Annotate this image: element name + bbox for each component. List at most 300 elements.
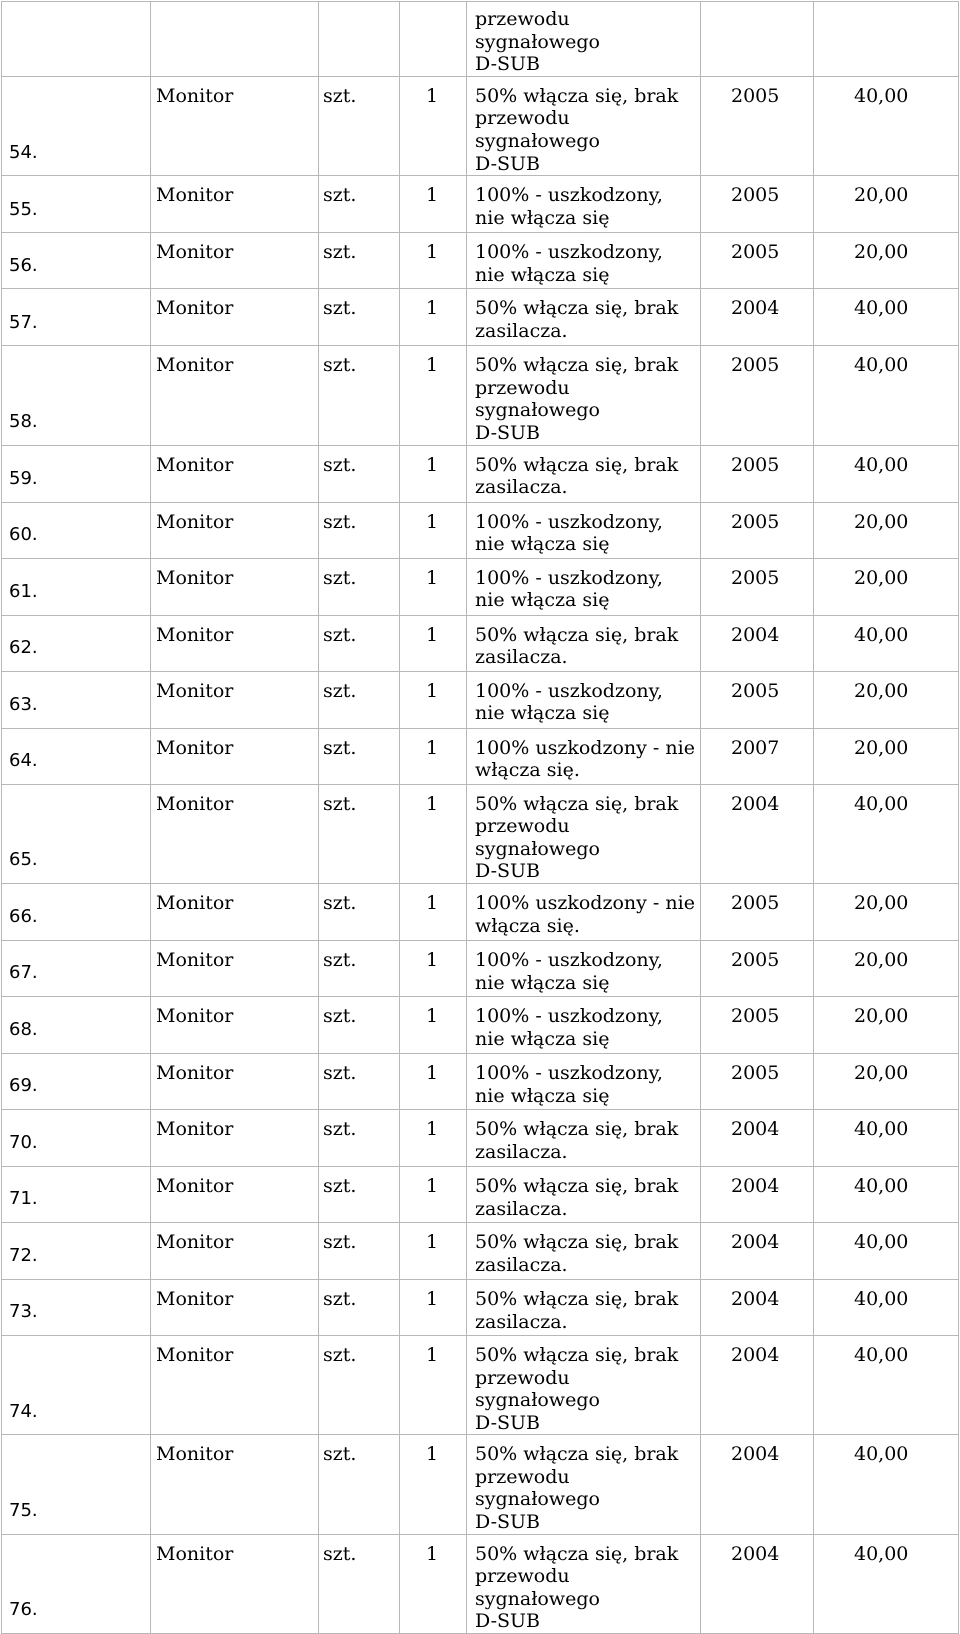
production-year-cell bbox=[701, 1053, 814, 1109]
value-cell bbox=[814, 502, 959, 558]
value-cell bbox=[814, 2, 959, 77]
condition-description-cell bbox=[467, 883, 701, 940]
item-name: Monitor bbox=[156, 453, 234, 476]
unit-cell bbox=[319, 1166, 400, 1222]
production-year: 2005 bbox=[731, 948, 780, 971]
value-cell bbox=[814, 346, 959, 445]
row-number-cell bbox=[2, 346, 151, 445]
description-line: przewodu sygnałowego bbox=[475, 376, 600, 422]
unit: szt. bbox=[323, 184, 357, 207]
row-number-cell bbox=[2, 233, 151, 289]
inventory-table-body bbox=[2, 2, 959, 1634]
table-row bbox=[2, 1335, 959, 1434]
unit: szt. bbox=[323, 297, 357, 320]
table-row bbox=[2, 728, 959, 784]
quantity: 1 bbox=[426, 1230, 439, 1253]
table-row bbox=[2, 1053, 959, 1109]
quantity: 1 bbox=[426, 84, 439, 107]
description-line: 50% włącza się, brak bbox=[475, 1230, 679, 1253]
unit-cell bbox=[319, 233, 400, 289]
table-row bbox=[2, 615, 959, 671]
item-name: Monitor bbox=[156, 1287, 234, 1310]
table-row bbox=[2, 1109, 959, 1166]
unit: szt. bbox=[323, 510, 357, 533]
table-row bbox=[2, 996, 959, 1053]
condition-description-cell bbox=[467, 1109, 701, 1166]
item-name: Monitor bbox=[156, 1443, 234, 1466]
production-year: 2005 bbox=[731, 679, 780, 702]
quantity: 1 bbox=[426, 1287, 439, 1310]
row-number: 66. bbox=[9, 906, 38, 928]
row-number: 59. bbox=[9, 467, 38, 489]
row-number: 58. bbox=[9, 410, 38, 432]
row-number-cell bbox=[2, 615, 151, 671]
value-cell bbox=[814, 1335, 959, 1434]
row-number-cell bbox=[2, 502, 151, 558]
row-number-cell bbox=[2, 784, 151, 883]
table-row bbox=[2, 1279, 959, 1335]
production-year: 2005 bbox=[731, 566, 780, 589]
value: 20,00 bbox=[854, 241, 909, 264]
unit: szt. bbox=[323, 1287, 357, 1310]
item-name-cell bbox=[151, 883, 319, 940]
item-name-cell bbox=[151, 671, 319, 728]
production-year: 2004 bbox=[731, 1117, 780, 1140]
quantity: 1 bbox=[426, 1004, 439, 1027]
production-year-cell bbox=[701, 1222, 814, 1279]
item-name: Monitor bbox=[156, 623, 234, 646]
description-line: D-SUB bbox=[475, 53, 540, 76]
item-name: Monitor bbox=[156, 297, 234, 320]
row-number-cell bbox=[2, 940, 151, 996]
row-number-cell bbox=[2, 671, 151, 728]
value: 20,00 bbox=[854, 1004, 909, 1027]
production-year: 2004 bbox=[731, 623, 780, 646]
quantity: 1 bbox=[426, 948, 439, 971]
value: 40,00 bbox=[854, 1343, 909, 1366]
quantity-cell bbox=[400, 76, 467, 175]
unit-cell bbox=[319, 1335, 400, 1434]
description-line: przewodu sygnałowego bbox=[475, 107, 600, 152]
unit-cell bbox=[319, 728, 400, 784]
description-line: nie włącza się bbox=[475, 589, 610, 612]
quantity-cell bbox=[400, 502, 467, 558]
item-name: Monitor bbox=[156, 1230, 234, 1253]
quantity-cell bbox=[400, 1279, 467, 1335]
condition-description-cell bbox=[467, 76, 701, 175]
value-cell bbox=[814, 1279, 959, 1335]
description-line: włącza się. bbox=[475, 759, 580, 782]
unit-cell bbox=[319, 445, 400, 502]
description-line: nie włącza się bbox=[475, 533, 610, 556]
unit: szt. bbox=[323, 354, 357, 377]
description-line: 50% włącza się, brak bbox=[475, 792, 679, 815]
row-number-cell bbox=[2, 2, 151, 77]
table-row bbox=[2, 883, 959, 940]
table-row bbox=[2, 784, 959, 883]
unit-cell bbox=[319, 996, 400, 1053]
quantity-cell bbox=[400, 728, 467, 784]
unit: szt. bbox=[323, 948, 357, 971]
quantity-cell bbox=[400, 1222, 467, 1279]
description-line: nie włącza się bbox=[475, 971, 610, 994]
item-name-cell bbox=[151, 784, 319, 883]
quantity: 1 bbox=[426, 1343, 439, 1366]
production-year: 2005 bbox=[731, 453, 780, 476]
unit-cell bbox=[319, 1279, 400, 1335]
quantity-cell bbox=[400, 1534, 467, 1633]
row-number: 63. bbox=[9, 693, 38, 715]
quantity: 1 bbox=[426, 297, 439, 320]
condition-description-cell bbox=[467, 233, 701, 289]
quantity-cell bbox=[400, 233, 467, 289]
row-number: 75. bbox=[9, 1500, 38, 1522]
description-line: 100% - uszkodzony, bbox=[475, 1061, 663, 1084]
value: 20,00 bbox=[854, 184, 909, 207]
item-name-cell bbox=[151, 996, 319, 1053]
description-line: 50% włącza się, brak bbox=[475, 623, 679, 646]
value-cell bbox=[814, 728, 959, 784]
unit: szt. bbox=[323, 792, 357, 815]
quantity: 1 bbox=[426, 184, 439, 207]
item-name: Monitor bbox=[156, 736, 234, 759]
quantity: 1 bbox=[426, 623, 439, 646]
quantity-cell bbox=[400, 2, 467, 77]
unit: szt. bbox=[323, 1117, 357, 1140]
unit: szt. bbox=[323, 1061, 357, 1084]
production-year-cell bbox=[701, 996, 814, 1053]
quantity-cell bbox=[400, 784, 467, 883]
row-number-cell bbox=[2, 1166, 151, 1222]
unit: szt. bbox=[323, 1343, 357, 1366]
description-line: zasilacza. bbox=[475, 1253, 568, 1276]
value: 40,00 bbox=[854, 1287, 909, 1310]
value-cell bbox=[814, 76, 959, 175]
condition-description-cell bbox=[467, 289, 701, 346]
row-number: 56. bbox=[9, 254, 38, 276]
item-name-cell bbox=[151, 445, 319, 502]
unit-cell bbox=[319, 883, 400, 940]
quantity-cell bbox=[400, 883, 467, 940]
value: 40,00 bbox=[854, 1443, 909, 1466]
row-number: 74. bbox=[9, 1400, 38, 1422]
quantity-cell bbox=[400, 289, 467, 346]
inventory-table bbox=[1, 1, 959, 1634]
row-number: 60. bbox=[9, 523, 38, 545]
row-number: 62. bbox=[9, 636, 38, 658]
table-row bbox=[2, 289, 959, 346]
description-line: 50% włącza się, brak bbox=[475, 84, 679, 107]
description-line: zasilacza. bbox=[475, 1197, 568, 1220]
condition-description-cell bbox=[467, 1435, 701, 1534]
quantity-cell bbox=[400, 176, 467, 233]
quantity-cell bbox=[400, 1053, 467, 1109]
unit-cell bbox=[319, 176, 400, 233]
value-cell bbox=[814, 1222, 959, 1279]
unit-cell bbox=[319, 1053, 400, 1109]
condition-description-cell bbox=[467, 940, 701, 996]
item-name: Monitor bbox=[156, 1117, 234, 1140]
item-name-cell bbox=[151, 502, 319, 558]
production-year-cell bbox=[701, 2, 814, 77]
description-line: 50% włącza się, brak bbox=[475, 1174, 679, 1197]
condition-description-cell bbox=[467, 1279, 701, 1335]
production-year-cell bbox=[701, 346, 814, 445]
value-cell bbox=[814, 615, 959, 671]
item-name: Monitor bbox=[156, 891, 234, 914]
quantity-cell bbox=[400, 1435, 467, 1534]
description-line: nie włącza się bbox=[475, 702, 610, 725]
value-cell bbox=[814, 176, 959, 233]
item-name-cell bbox=[151, 2, 319, 77]
unit: szt. bbox=[323, 623, 357, 646]
row-number: 72. bbox=[9, 1245, 38, 1267]
unit: szt. bbox=[323, 1004, 357, 1027]
production-year-cell bbox=[701, 1109, 814, 1166]
item-name: Monitor bbox=[156, 1542, 234, 1565]
value-cell bbox=[814, 1166, 959, 1222]
row-number: 61. bbox=[9, 580, 38, 602]
production-year: 2004 bbox=[731, 1287, 780, 1310]
description-line: nie włącza się bbox=[475, 1027, 610, 1050]
value-cell bbox=[814, 233, 959, 289]
unit: szt. bbox=[323, 736, 357, 759]
description-line: 100% - uszkodzony, bbox=[475, 679, 663, 702]
value: 40,00 bbox=[854, 1174, 909, 1197]
production-year: 2004 bbox=[731, 792, 780, 815]
unit: szt. bbox=[323, 1443, 357, 1466]
item-name-cell bbox=[151, 76, 319, 175]
production-year-cell bbox=[701, 1534, 814, 1633]
unit: szt. bbox=[323, 1230, 357, 1253]
production-year-cell bbox=[701, 233, 814, 289]
quantity: 1 bbox=[426, 792, 439, 815]
unit: szt. bbox=[323, 241, 357, 264]
production-year: 2004 bbox=[731, 1230, 780, 1253]
quantity: 1 bbox=[426, 1174, 439, 1197]
row-number: 73. bbox=[9, 1301, 38, 1323]
production-year: 2005 bbox=[731, 354, 780, 377]
row-number-cell bbox=[2, 1534, 151, 1633]
quantity: 1 bbox=[426, 566, 439, 589]
value: 40,00 bbox=[854, 84, 909, 107]
value: 20,00 bbox=[854, 566, 909, 589]
unit-cell bbox=[319, 2, 400, 77]
description-line: 100% uszkodzony - nie bbox=[475, 891, 695, 914]
quantity-cell bbox=[400, 671, 467, 728]
description-line: zasilacza. bbox=[475, 1310, 568, 1333]
item-name-cell bbox=[151, 233, 319, 289]
description-line: zasilacza. bbox=[475, 319, 568, 342]
unit-cell bbox=[319, 671, 400, 728]
description-line: 100% - uszkodzony, bbox=[475, 948, 663, 971]
item-name-cell bbox=[151, 728, 319, 784]
quantity: 1 bbox=[426, 1443, 439, 1466]
value-cell bbox=[814, 1109, 959, 1166]
quantity: 1 bbox=[426, 241, 439, 264]
production-year: 2005 bbox=[731, 241, 780, 264]
row-number-cell bbox=[2, 728, 151, 784]
description-line: przewodu sygnałowego bbox=[475, 1465, 600, 1511]
quantity-cell bbox=[400, 1335, 467, 1434]
description-line: 50% włącza się, brak bbox=[475, 1117, 679, 1140]
item-name: Monitor bbox=[156, 1174, 234, 1197]
production-year: 2005 bbox=[731, 891, 780, 914]
production-year-cell bbox=[701, 784, 814, 883]
production-year-cell bbox=[701, 671, 814, 728]
value-cell bbox=[814, 1534, 959, 1633]
value: 20,00 bbox=[854, 510, 909, 533]
production-year: 2005 bbox=[731, 1004, 780, 1027]
row-number: 54. bbox=[9, 141, 38, 163]
value-cell bbox=[814, 940, 959, 996]
condition-description-cell bbox=[467, 176, 701, 233]
production-year: 2004 bbox=[731, 1174, 780, 1197]
production-year-cell bbox=[701, 728, 814, 784]
row-number-cell bbox=[2, 1109, 151, 1166]
item-name: Monitor bbox=[156, 354, 234, 377]
item-name-cell bbox=[151, 176, 319, 233]
value: 40,00 bbox=[854, 792, 909, 815]
value: 40,00 bbox=[854, 297, 909, 320]
condition-description-cell bbox=[467, 728, 701, 784]
row-number: 69. bbox=[9, 1075, 38, 1097]
item-name: Monitor bbox=[156, 948, 234, 971]
quantity-cell bbox=[400, 558, 467, 615]
item-name-cell bbox=[151, 1053, 319, 1109]
description-line: 50% włącza się, brak bbox=[475, 1542, 679, 1565]
quantity: 1 bbox=[426, 510, 439, 533]
value: 20,00 bbox=[854, 948, 909, 971]
value: 40,00 bbox=[854, 354, 909, 377]
production-year-cell bbox=[701, 558, 814, 615]
description-line: 50% włącza się, brak bbox=[475, 453, 679, 476]
item-name-cell bbox=[151, 615, 319, 671]
quantity: 1 bbox=[426, 891, 439, 914]
description-line: D-SUB bbox=[475, 860, 540, 883]
item-name-cell bbox=[151, 1435, 319, 1534]
unit-cell bbox=[319, 289, 400, 346]
production-year: 2004 bbox=[731, 1343, 780, 1366]
production-year-cell bbox=[701, 289, 814, 346]
unit: szt. bbox=[323, 891, 357, 914]
production-year: 2004 bbox=[731, 1542, 780, 1565]
quantity-cell bbox=[400, 615, 467, 671]
value-cell bbox=[814, 1053, 959, 1109]
quantity: 1 bbox=[426, 1542, 439, 1565]
table-row bbox=[2, 233, 959, 289]
quantity-cell bbox=[400, 1109, 467, 1166]
description-line: nie włącza się bbox=[475, 206, 610, 229]
production-year-cell bbox=[701, 76, 814, 175]
production-year: 2005 bbox=[731, 84, 780, 107]
production-year-cell bbox=[701, 940, 814, 996]
condition-description-cell bbox=[467, 784, 701, 883]
production-year-cell bbox=[701, 1335, 814, 1434]
row-number: 71. bbox=[9, 1188, 38, 1210]
table-row bbox=[2, 176, 959, 233]
condition-description-cell bbox=[467, 346, 701, 445]
description-line: 50% włącza się, brak bbox=[475, 354, 679, 377]
quantity: 1 bbox=[426, 1061, 439, 1084]
item-name-cell bbox=[151, 1335, 319, 1434]
description-line: 50% włącza się, brak bbox=[475, 1443, 679, 1466]
description-line: 100% - uszkodzony, bbox=[475, 1004, 663, 1027]
production-year: 2005 bbox=[731, 184, 780, 207]
description-line: zasilacza. bbox=[475, 646, 568, 669]
description-line: 100% uszkodzony - nie bbox=[475, 736, 695, 759]
row-number: 70. bbox=[9, 1132, 38, 1154]
value-cell bbox=[814, 671, 959, 728]
item-name: Monitor bbox=[156, 510, 234, 533]
quantity: 1 bbox=[426, 1117, 439, 1140]
production-year: 2005 bbox=[731, 1061, 780, 1084]
table-row bbox=[2, 346, 959, 445]
value: 40,00 bbox=[854, 1117, 909, 1140]
description-line: nie włącza się bbox=[475, 263, 610, 286]
quantity-cell bbox=[400, 346, 467, 445]
quantity: 1 bbox=[426, 354, 439, 377]
item-name: Monitor bbox=[156, 1061, 234, 1084]
quantity: 1 bbox=[426, 679, 439, 702]
unit-cell bbox=[319, 76, 400, 175]
item-name: Monitor bbox=[156, 184, 234, 207]
description-line: 100% - uszkodzony, bbox=[475, 184, 663, 207]
production-year-cell bbox=[701, 502, 814, 558]
row-number: 64. bbox=[9, 749, 38, 771]
description-line: 100% - uszkodzony, bbox=[475, 241, 663, 264]
row-number-cell bbox=[2, 1435, 151, 1534]
item-name-cell bbox=[151, 1109, 319, 1166]
unit-cell bbox=[319, 615, 400, 671]
item-name: Monitor bbox=[156, 1343, 234, 1366]
condition-description-cell bbox=[467, 671, 701, 728]
description-line: przewodu sygnałowego bbox=[475, 815, 600, 860]
description-line: zasilacza. bbox=[475, 1140, 568, 1163]
unit: szt. bbox=[323, 453, 357, 476]
quantity: 1 bbox=[426, 453, 439, 476]
table-row bbox=[2, 558, 959, 615]
condition-description-cell bbox=[467, 502, 701, 558]
description-line: 100% - uszkodzony, bbox=[475, 566, 663, 589]
condition-description-cell bbox=[467, 1222, 701, 1279]
row-number: 68. bbox=[9, 1019, 38, 1041]
row-number: 76. bbox=[9, 1599, 38, 1621]
row-number: 55. bbox=[9, 198, 38, 220]
row-number-cell bbox=[2, 289, 151, 346]
value: 40,00 bbox=[854, 453, 909, 476]
quantity: 1 bbox=[426, 736, 439, 759]
value-cell bbox=[814, 883, 959, 940]
unit: szt. bbox=[323, 566, 357, 589]
description-line: 50% włącza się, brak bbox=[475, 1287, 679, 1310]
value: 20,00 bbox=[854, 891, 909, 914]
unit-cell bbox=[319, 1534, 400, 1633]
production-year: 2004 bbox=[731, 1443, 780, 1466]
table-row bbox=[2, 1166, 959, 1222]
item-name-cell bbox=[151, 940, 319, 996]
row-number: 57. bbox=[9, 311, 38, 333]
value: 20,00 bbox=[854, 736, 909, 759]
value-cell bbox=[814, 1435, 959, 1534]
production-year-cell bbox=[701, 1279, 814, 1335]
description-line: D-SUB bbox=[475, 152, 540, 175]
row-number-cell bbox=[2, 176, 151, 233]
production-year: 2007 bbox=[731, 736, 780, 759]
value: 40,00 bbox=[854, 1230, 909, 1253]
row-number-cell bbox=[2, 1053, 151, 1109]
production-year: 2004 bbox=[731, 297, 780, 320]
